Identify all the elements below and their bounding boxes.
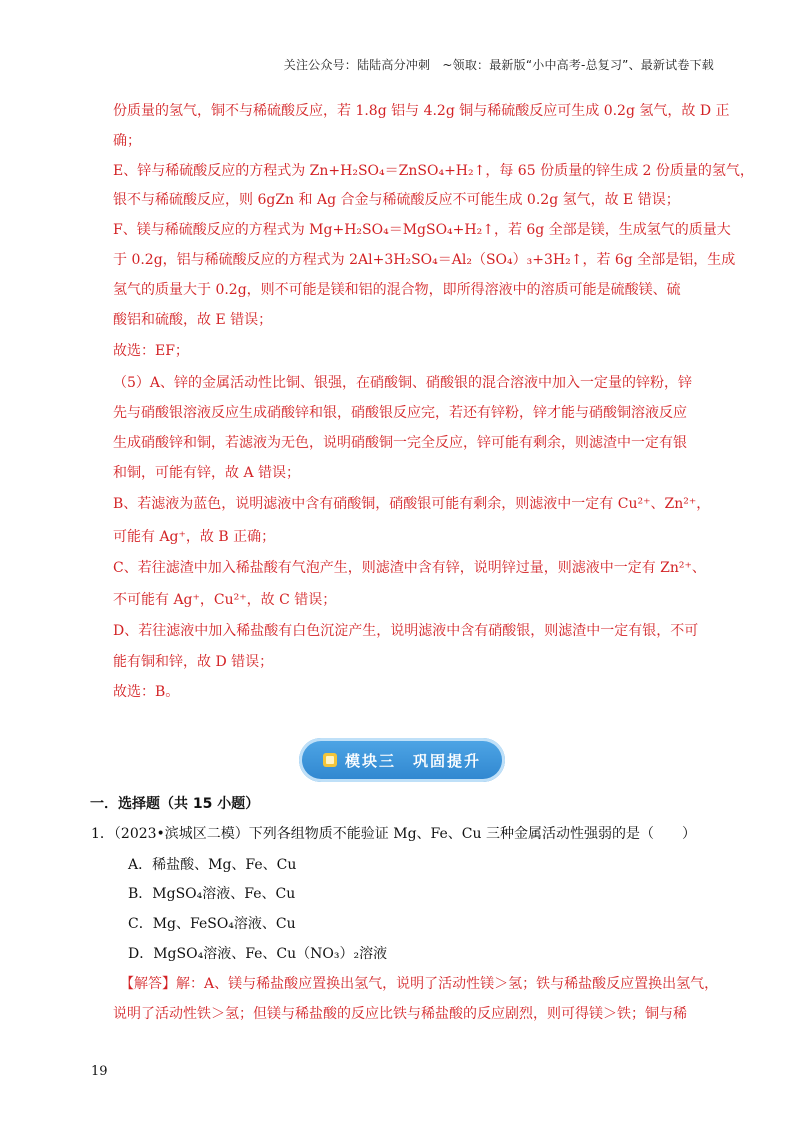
analysis-line: 可能有 Ag⁺，故 B 正确； [113, 529, 276, 545]
analysis-line: 确； [113, 133, 141, 149]
banner-label: 模块三 巩固提升 [344, 751, 481, 770]
analysis-line: 酸铝和硫酸，故 E 错误； [113, 312, 273, 328]
analysis-line: E、锌与稀硫酸反应的方程式为 Zn+H₂SO₄＝ZnSO₄+H₂↑，每 65 份质量的锌生成 2 份质量的氢气， [113, 163, 754, 179]
analysis-line: C、若往滤渣中加入稀盐酸有气泡产生，则滤渣中含有锌，说明锌过量，则滤液中一定有 Zn²⁺、 [113, 560, 706, 576]
analysis-line: 先与硝酸银溶液反应生成硝酸锌和银，硝酸银反应完，若还有锌粉，锌才能与硝酸铜溶液反应 [113, 405, 687, 421]
analysis-line: F、镁与稀硫酸反应的方程式为 Mg+H₂SO₄＝MgSO₄+H₂↑，若 6g 全部是镁，生成氢气的质量大 [113, 222, 731, 238]
book-icon [323, 753, 337, 767]
option-c: C．Mg、FeSO₄溶液、Cu [128, 916, 296, 932]
answer-tag: 【解答】 [120, 976, 176, 992]
page-number: 19 [91, 1064, 108, 1079]
analysis-line: 份质量的氢气，铜不与稀硫酸反应，若 1.8g 铝与 4.2g 铜与稀硫酸反应可生成 0.2g 氢气，故 D 正 [113, 103, 730, 119]
option-b: B．MgSO₄溶液、Fe、Cu [128, 886, 296, 902]
analysis-line: 故选：B。 [113, 684, 180, 700]
analysis-line: （5）A、锌的金属活动性比铜、银强，在硝酸铜、硝酸银的混合溶液中加入一定量的锌粉，锌 [113, 375, 693, 391]
analysis-line: 和铜，可能有锌，故 A 错误； [113, 465, 301, 481]
analysis-line: 银不与稀硫酸反应，则 6gZn 和 Ag 合金与稀硫酸反应不可能生成 0.2g 氢气，故 E 错误； [113, 192, 680, 208]
section-title: 一．选择题（共 15 小题） [90, 796, 260, 812]
analysis-line: B、若滤液为蓝色，说明滤液中含有硝酸铜，硝酸银可能有剩余，则滤液中一定有 Cu²⁺、Zn²⁺， [113, 496, 711, 512]
analysis-line: 氢气的质量大于 0.2g，则不可能是镁和铝的混合物，即所得溶液中的溶质可能是硫酸镁、硫 [113, 282, 681, 298]
answer-line [120, 974, 718, 994]
question-stem: 1．（2023•滨城区二模）下列各组物质不能验证 Mg、Fe、Cu 三种金属活动性强弱的是（ ） [91, 826, 696, 842]
answer-line: 说明了活动性铁＞氢；但镁与稀盐酸的反应比铁与稀盐酸的反应剧烈，则可得镁＞铁；铜与稀 [113, 1006, 687, 1022]
analysis-line: 不可能有 Ag⁺，Cu²⁺，故 C 错误； [113, 592, 337, 608]
page-header: 关注公众号：陆陆高分冲刺 ~领取：最新版“小中高考-总复习”、最新试卷下载 [283, 58, 714, 72]
analysis-line: 故选：EF； [113, 343, 189, 359]
module-banner [299, 738, 505, 782]
option-d: D．MgSO₄溶液、Fe、Cu（NO₃）₂溶液 [128, 946, 388, 962]
answer-text: 解：A、镁与稀盐酸应置换出氢气，说明了活动性镁＞氢；铁与稀盐酸反应置换出氢气， [176, 976, 719, 992]
analysis-line: 能有铜和锌，故 D 错误； [113, 654, 274, 670]
option-a: A．稀盐酸、Mg、Fe、Cu [128, 857, 297, 873]
analysis-line: 于 0.2g，铝与稀硫酸反应的方程式为 2Al+3H₂SO₄＝Al₂（SO₄）₃+3H₂↑，若 6g 全部是铝，生成 [113, 252, 736, 268]
analysis-line: 生成硝酸锌和铜，若滤液为无色，说明硝酸铜一完全反应，锌可能有剩余，则滤渣中一定有银 [113, 435, 687, 451]
analysis-line: D、若往滤液中加入稀盐酸有白色沉淀产生，说明滤液中含有硝酸银，则滤渣中一定有银，不可 [113, 623, 699, 639]
